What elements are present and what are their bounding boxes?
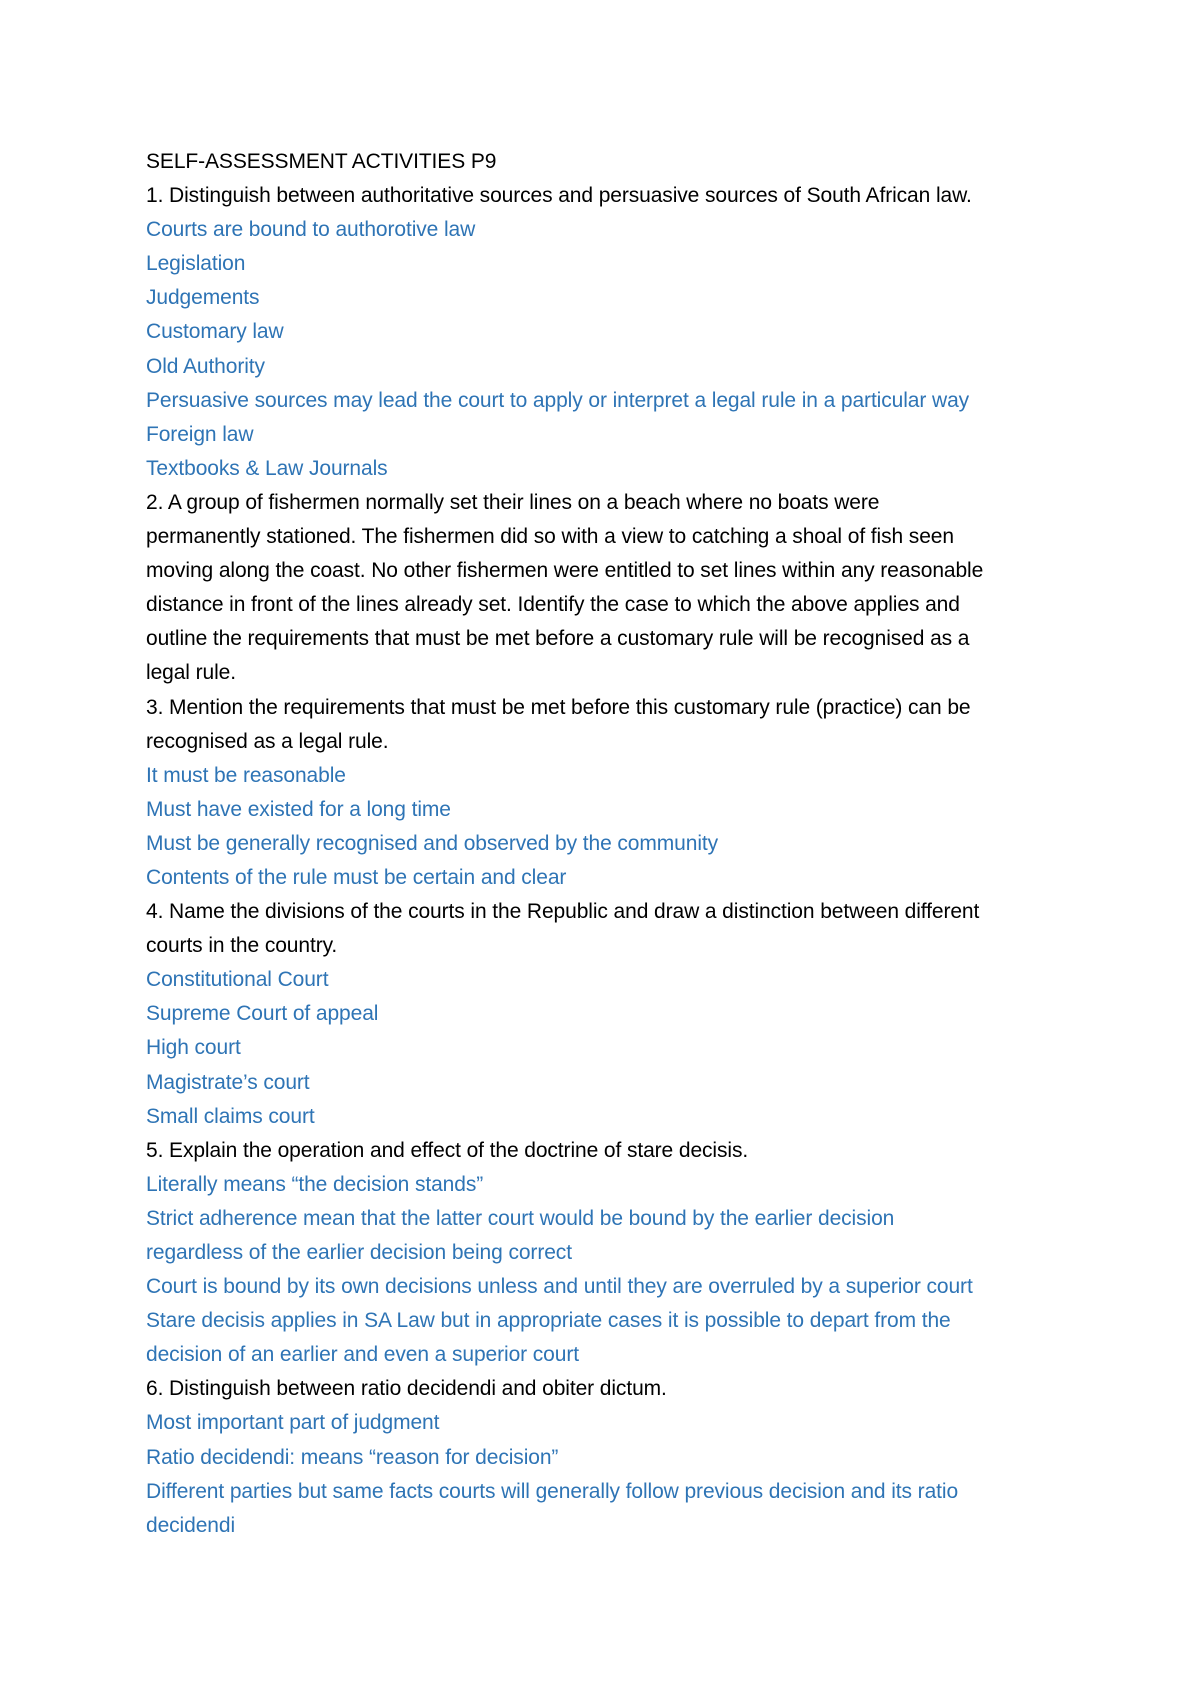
answer-line: High court bbox=[146, 1036, 241, 1060]
question-line: legal rule. bbox=[146, 661, 236, 685]
answer-line: Judgements bbox=[146, 286, 260, 310]
answer-line: decision of an earlier and even a superior court bbox=[146, 1343, 579, 1367]
document-title: SELF-ASSESSMENT ACTIVITIES P9 bbox=[146, 150, 497, 173]
question-line: 1. Distinguish between authoritative sources and persuasive sources of South African law. bbox=[146, 184, 972, 208]
answer-line: Courts are bound to authorotive law bbox=[146, 218, 476, 242]
question-line: 6. Distinguish between ratio decidendi and obiter dictum. bbox=[146, 1377, 667, 1401]
question-line: 4. Name the divisions of the courts in the Republic and draw a distinction between different bbox=[146, 900, 980, 924]
answer-line: Must be generally recognised and observed by the community bbox=[146, 831, 719, 855]
answer-line: Magistrate’s court bbox=[146, 1070, 310, 1094]
question-line: 5. Explain the operation and effect of the doctrine of stare decisis. bbox=[146, 1138, 749, 1162]
question-line: permanently stationed. The fishermen did so with a view to catching a shoal of fish seen bbox=[146, 525, 954, 549]
answer-line: It must be reasonable bbox=[146, 763, 346, 787]
answer-line: Strict adherence mean that the latter court would be bound by the earlier decision bbox=[146, 1206, 895, 1230]
question-line: distance in front of the lines already set. Identify the case to which the above applies and bbox=[146, 593, 960, 617]
answer-line: Persuasive sources may lead the court to apply or interpret a legal rule in a particular way bbox=[146, 388, 970, 412]
answer-line: Small claims court bbox=[146, 1104, 315, 1128]
question-line: moving along the coast. No other fishermen were entitled to set lines within any reasonable bbox=[146, 559, 984, 583]
answer-line: Stare decisis applies in SA Law but in appropriate cases it is possible to depart from the bbox=[146, 1309, 951, 1333]
question-line: courts in the country. bbox=[146, 934, 338, 958]
answer-line: Old Authority bbox=[146, 354, 265, 378]
answer-line: regardless of the earlier decision being correct bbox=[146, 1241, 572, 1264]
answer-line: Most important part of judgment bbox=[146, 1411, 440, 1435]
question-line: 2. A group of fishermen normally set their lines on a beach where no boats were bbox=[146, 490, 880, 514]
answer-line: Ratio decidendi: means “reason for decision” bbox=[146, 1445, 559, 1469]
answer-line: Literally means “the decision stands” bbox=[146, 1172, 484, 1196]
answer-line: Contents of the rule must be certain and clear bbox=[146, 865, 567, 889]
question-line: recognised as a legal rule. bbox=[146, 729, 389, 753]
question-line: 3. Mention the requirements that must be met before this customary rule (practice) can be bbox=[146, 695, 971, 719]
document-body bbox=[146, 145, 1086, 1543]
answer-line: Textbooks & Law Journals bbox=[146, 456, 388, 480]
answer-line: Constitutional Court bbox=[146, 968, 329, 992]
answer-line: Foreign law bbox=[146, 422, 254, 446]
answer-line: Supreme Court of appeal bbox=[146, 1002, 379, 1026]
answer-line: decidendi bbox=[146, 1513, 236, 1537]
question-line: outline the requirements that must be met before a customary rule will be recognised as a bbox=[146, 627, 970, 651]
answer-line: Must have existed for a long time bbox=[146, 797, 451, 821]
answer-line: Customary law bbox=[146, 320, 284, 344]
answer-line: Court is bound by its own decisions unless and until they are overruled by a superior court bbox=[146, 1275, 973, 1299]
answer-line: Legislation bbox=[146, 252, 246, 276]
answer-line: Different parties but same facts courts will generally follow previous decision and its ratio bbox=[146, 1479, 959, 1503]
